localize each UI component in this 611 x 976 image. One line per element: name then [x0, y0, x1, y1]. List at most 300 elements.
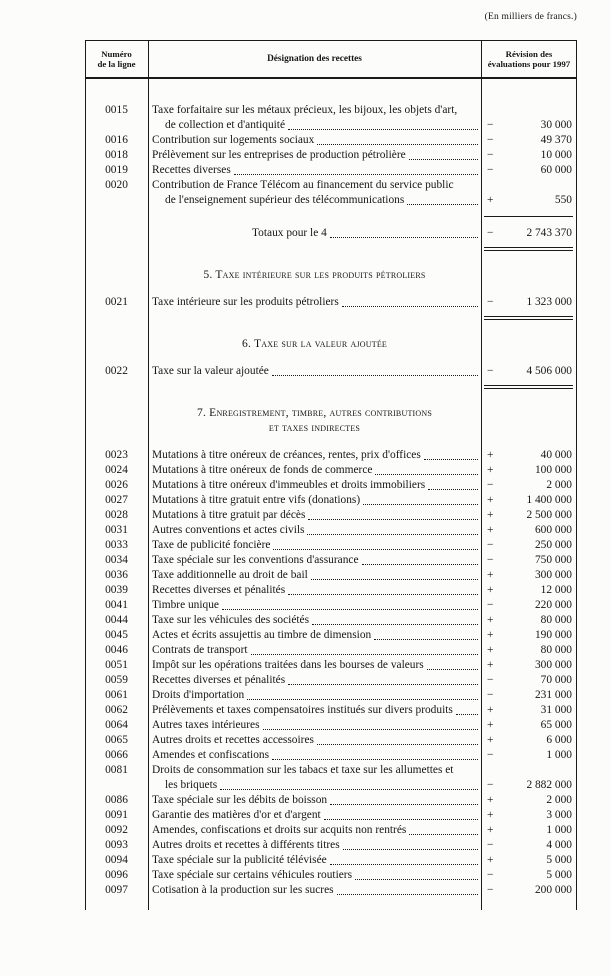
line-number-cell: 0059 — [105, 674, 128, 686]
designation-cell — [148, 133, 481, 148]
revision-line — [481, 463, 577, 478]
dotted-leader — [288, 118, 478, 130]
designation-line — [152, 868, 479, 883]
revenue-row — [85, 673, 577, 688]
header-line-number-l1: Numéro — [101, 48, 132, 59]
sign: + — [487, 719, 494, 731]
amount: 70 000 — [540, 674, 572, 686]
designation-line — [152, 103, 479, 118]
sign: + — [487, 509, 494, 521]
dotted-leader — [272, 364, 478, 376]
revision-line — [481, 118, 577, 133]
dotted-leader — [288, 673, 478, 685]
line-number-cell: 0021 — [105, 296, 128, 308]
designation-line — [152, 523, 479, 538]
dotted-leader — [374, 628, 478, 640]
line-number-cell: 0045 — [105, 629, 128, 641]
revenue-row — [85, 883, 577, 898]
designation-cell — [148, 226, 481, 241]
sign: + — [487, 524, 494, 536]
designation-cell — [148, 868, 481, 883]
designation-line — [152, 538, 479, 553]
revision-line — [481, 748, 577, 763]
designation-line — [152, 703, 479, 718]
sign: + — [487, 449, 494, 461]
section-heading-line: et taxes indirectes — [268, 421, 361, 434]
designation-text: Amendes et confiscations — [152, 749, 270, 761]
revision-cell — [481, 763, 577, 793]
revision-cell — [481, 733, 577, 748]
revenue-table — [85, 40, 577, 910]
revenue-row — [85, 523, 577, 538]
designation-text: Recettes diverses et pénalités — [152, 584, 286, 596]
designation-cell — [148, 163, 481, 178]
line-number-cell: 0091 — [105, 809, 128, 821]
designation-line — [152, 643, 479, 658]
line-number-cell: 0041 — [105, 599, 128, 611]
designation-cell — [148, 448, 481, 463]
amount: 190 000 — [534, 629, 572, 641]
designation-text: les briquets — [165, 779, 218, 791]
designation-cell — [148, 748, 481, 763]
designation-line — [152, 193, 479, 208]
line-number-cell: 0044 — [105, 614, 128, 626]
revenue-row — [85, 598, 577, 613]
sign: + — [487, 794, 494, 806]
revision-line — [481, 508, 577, 523]
designation-line — [152, 808, 479, 823]
designation-text: Mutations à titre gratuit par décès — [152, 509, 306, 521]
vertical-rule — [85, 41, 86, 910]
table-header — [85, 41, 577, 79]
designation-text: Prélèvement sur les entreprises de production pétrolière — [152, 149, 406, 161]
dotted-leader — [343, 838, 478, 850]
designation-text: Mutations à titre gratuit entre vifs (donations) — [152, 494, 361, 506]
units-note: (En milliers de francs.) — [484, 12, 577, 22]
sign: − — [487, 365, 494, 377]
revision-line — [481, 448, 577, 463]
sign: + — [487, 644, 494, 656]
designation-line — [152, 493, 479, 508]
line-number-cell: 0020 — [105, 179, 128, 191]
designation-cell — [148, 658, 481, 673]
revision-cell — [481, 493, 577, 508]
designation-text: Mutations à titre onéreux de créances, rentes, prix d'offices — [152, 449, 421, 461]
dotted-leader — [456, 703, 478, 715]
dotted-leader — [355, 868, 478, 880]
designation-text: Impôt sur les opérations traitées dans les bourses de valeurs — [152, 659, 424, 671]
line-number-cell: 0033 — [105, 539, 128, 551]
designation-text: Taxe spéciale sur certains véhicules routiers — [152, 869, 353, 881]
dotted-leader — [307, 523, 478, 535]
sign: − — [487, 869, 494, 881]
revision-cell — [481, 793, 577, 808]
line-number-cell: 0046 — [105, 644, 128, 656]
section-heading — [148, 267, 481, 282]
line-number-cell: 0096 — [105, 869, 128, 881]
dotted-leader — [317, 733, 478, 745]
dotted-leader — [330, 226, 478, 238]
designation-cell — [148, 508, 481, 523]
designation-text: Taxe de publicité foncière — [152, 539, 271, 551]
revision-line — [481, 523, 577, 538]
sign: − — [487, 479, 494, 491]
designation-cell — [148, 838, 481, 853]
revision-line — [481, 808, 577, 823]
revenue-row — [85, 448, 577, 463]
amount: 3 000 — [546, 809, 572, 821]
designation-line — [152, 133, 479, 148]
revision-cell — [481, 364, 577, 379]
sign: − — [487, 599, 494, 611]
revision-line — [481, 163, 577, 178]
revision-cell — [481, 808, 577, 823]
revision-line — [481, 883, 577, 898]
amount: 300 000 — [534, 569, 572, 581]
sign: − — [487, 119, 494, 131]
designation-line — [152, 148, 479, 163]
revision-cell — [481, 748, 577, 763]
revision-cell — [481, 523, 577, 538]
revenue-row — [85, 853, 577, 868]
designation-cell — [148, 583, 481, 598]
line-number-cell: 0018 — [105, 149, 128, 161]
designation-text: Taxe sur les véhicules des sociétés — [152, 614, 310, 626]
designation-cell — [148, 493, 481, 508]
amount: 60 000 — [540, 164, 572, 176]
line-number-cell: 0024 — [105, 464, 128, 476]
dotted-leader — [234, 163, 478, 175]
revenue-row — [85, 838, 577, 853]
designation-text: Contribution de France Télécom au financement du service public — [152, 179, 454, 191]
amount: 1 000 — [546, 749, 572, 761]
designation-cell — [148, 883, 481, 898]
revision-line — [481, 538, 577, 553]
designation-cell — [148, 703, 481, 718]
designation-line — [152, 688, 479, 703]
sign: − — [487, 749, 494, 761]
revision-line — [481, 613, 577, 628]
revision-line — [481, 793, 577, 808]
total-row — [85, 226, 577, 241]
revenue-row — [85, 703, 577, 718]
amount: 31 000 — [540, 704, 572, 716]
revision-cell — [481, 868, 577, 883]
amount: 100 000 — [534, 464, 572, 476]
revision-line — [481, 598, 577, 613]
designation-text: Droits d'importation — [152, 689, 245, 701]
designation-line — [152, 583, 479, 598]
designation-line — [152, 748, 479, 763]
revision-line — [481, 718, 577, 733]
revision-cell — [481, 148, 577, 163]
designation-line — [152, 778, 479, 793]
sign: − — [487, 296, 494, 308]
sign: + — [487, 614, 494, 626]
amount: 12 000 — [540, 584, 572, 596]
designation-text: Autres droits et recettes accessoires — [152, 734, 314, 746]
designation-cell — [148, 733, 481, 748]
section-heading — [148, 405, 481, 435]
double-rule — [484, 247, 573, 251]
amount: 220 000 — [534, 599, 572, 611]
dotted-leader — [363, 493, 478, 505]
revenue-row — [85, 643, 577, 658]
revision-cell — [481, 478, 577, 493]
dotted-leader — [330, 853, 478, 865]
sign: + — [487, 659, 494, 671]
revision-cell — [481, 853, 577, 868]
designation-line — [152, 163, 479, 178]
sign: + — [487, 464, 494, 476]
revenue-row — [85, 613, 577, 628]
revenue-row — [85, 103, 577, 133]
designation-text: Garantie des matières d'or et d'argent — [152, 809, 321, 821]
revision-line — [481, 853, 577, 868]
revenue-row — [85, 508, 577, 523]
line-number-cell: 0028 — [105, 509, 128, 521]
designation-line — [152, 508, 479, 523]
revenue-row — [85, 808, 577, 823]
revision-cell — [481, 568, 577, 583]
sign: + — [487, 704, 494, 716]
designation-line — [152, 628, 479, 643]
line-number-cell: 0081 — [105, 764, 128, 776]
sign: + — [487, 569, 494, 581]
revision-cell — [481, 703, 577, 718]
revenue-row — [85, 538, 577, 553]
designation-cell — [148, 643, 481, 658]
section-heading-line: 6. Taxe sur la valeur ajoutée — [241, 337, 388, 350]
designation-line — [152, 823, 479, 838]
sign: − — [487, 134, 494, 146]
sign: + — [487, 824, 494, 836]
revenue-row — [85, 163, 577, 178]
designation-text: Prélèvements et taxes compensatoires institués sur divers produits — [152, 704, 453, 716]
line-number-cell: 0022 — [105, 365, 128, 377]
revision-cell — [481, 688, 577, 703]
revenue-row — [85, 148, 577, 163]
amount: 550 — [554, 194, 572, 206]
line-number-cell: 0019 — [105, 164, 128, 176]
sign: − — [487, 884, 494, 896]
designation-text: Mutations à titre onéreux d'immeubles et droits immobiliers — [152, 479, 426, 491]
designation-line — [152, 568, 479, 583]
dotted-leader — [272, 748, 478, 760]
designation-text: Taxe sur la valeur ajoutée — [152, 365, 269, 377]
dotted-leader — [311, 568, 478, 580]
revision-cell — [481, 583, 577, 598]
revenue-row — [85, 733, 577, 748]
revision-line — [481, 493, 577, 508]
designation-cell — [148, 463, 481, 478]
sign: + — [487, 494, 494, 506]
designation-cell — [148, 613, 481, 628]
designation-cell — [148, 688, 481, 703]
revision-line — [481, 148, 577, 163]
line-number-cell: 0093 — [105, 839, 128, 851]
sign: − — [487, 149, 494, 161]
dotted-leader — [251, 643, 478, 655]
vertical-rule — [481, 41, 482, 910]
designation-cell — [148, 598, 481, 613]
designation-text: Timbre unique — [152, 599, 219, 611]
header-designation-label: Désignation des recettes — [267, 53, 362, 64]
designation-text: Droits de consommation sur les tabacs et taxe sur les allumettes et — [152, 764, 454, 776]
designation-line — [152, 448, 479, 463]
revision-cell — [481, 103, 577, 133]
revision-cell — [481, 838, 577, 853]
amount: 600 000 — [534, 524, 572, 536]
header-revision-l1: Révision des — [505, 48, 553, 59]
amount: 4 000 — [546, 839, 572, 851]
revision-cell — [481, 133, 577, 148]
revenue-row — [85, 364, 577, 379]
revision-cell — [481, 673, 577, 688]
revision-line — [481, 868, 577, 883]
line-number-cell: 0034 — [105, 554, 128, 566]
revenue-row — [85, 658, 577, 673]
section-heading-line: 7. Enregistrement, timbre, autres contributions — [196, 406, 432, 419]
designation-text: de collection et d'antiquité — [165, 119, 286, 131]
section-heading — [148, 336, 481, 351]
designation-text: Autres conventions et actes civils — [152, 524, 305, 536]
revision-cell — [481, 295, 577, 310]
dotted-leader — [273, 538, 478, 550]
designation-cell — [148, 538, 481, 553]
dotted-leader — [317, 133, 478, 145]
revision-line — [481, 364, 577, 379]
revision-cell — [481, 628, 577, 643]
designation-cell — [148, 148, 481, 163]
vertical-rule — [576, 41, 577, 910]
line-number-cell: 0023 — [105, 449, 128, 461]
line-number-cell: 0039 — [105, 584, 128, 596]
dotted-leader — [424, 448, 478, 460]
dotted-leader — [337, 883, 478, 895]
revision-line — [481, 226, 577, 241]
designation-text: Contrats de transport — [152, 644, 248, 656]
designation-text: Taxe additionnelle au droit de bail — [152, 569, 308, 581]
dotted-leader — [409, 148, 478, 160]
amount: 40 000 — [540, 449, 572, 461]
designation-line — [152, 718, 479, 733]
designation-line — [152, 598, 479, 613]
revision-line — [481, 553, 577, 568]
header-revision — [481, 41, 577, 77]
dotted-leader — [409, 823, 478, 835]
revenue-row — [85, 478, 577, 493]
amount: 5 000 — [546, 854, 572, 866]
designation-text: de l'enseignement supérieur des télécommunications — [165, 194, 405, 206]
designation-text: Cotisation à la production sur les sucres — [152, 884, 334, 896]
dotted-leader — [362, 553, 478, 565]
revenue-row — [85, 868, 577, 883]
section-heading-line: 5. Taxe intérieure sur les produits pétroliers — [203, 268, 426, 281]
designation-text: Totaux pour le 4 — [252, 227, 327, 239]
sign: − — [487, 227, 494, 239]
revision-cell — [481, 658, 577, 673]
designation-cell — [148, 808, 481, 823]
line-number-cell: 0031 — [105, 524, 128, 536]
amount: 49 370 — [540, 134, 572, 146]
revision-cell — [481, 718, 577, 733]
designation-line — [152, 658, 479, 673]
dotted-leader — [428, 478, 478, 490]
revenue-row — [85, 763, 577, 793]
revenue-row — [85, 133, 577, 148]
line-number-cell: 0027 — [105, 494, 128, 506]
revision-line — [481, 133, 577, 148]
dotted-leader — [324, 808, 478, 820]
revision-cell — [481, 163, 577, 178]
designation-line — [252, 226, 479, 241]
designation-cell — [148, 718, 481, 733]
revision-line — [481, 628, 577, 643]
designation-cell — [148, 103, 481, 133]
dotted-leader — [375, 463, 478, 475]
revision-cell — [481, 178, 577, 208]
dotted-leader — [427, 658, 478, 670]
sign: − — [487, 164, 494, 176]
amount: 2 000 — [546, 479, 572, 491]
designation-cell — [148, 823, 481, 838]
line-number-cell: 0016 — [105, 134, 128, 146]
sign: − — [487, 674, 494, 686]
revision-cell — [481, 226, 577, 241]
designation-line — [152, 463, 479, 478]
designation-cell — [148, 523, 481, 538]
revenue-row — [85, 178, 577, 208]
dotted-leader — [312, 613, 478, 625]
sign: + — [487, 809, 494, 821]
revision-line — [481, 838, 577, 853]
amount: 300 000 — [534, 659, 572, 671]
amount: 1 400 000 — [526, 494, 572, 506]
designation-line — [152, 478, 479, 493]
amount: 4 506 000 — [526, 365, 572, 377]
designation-line — [152, 673, 479, 688]
revision-cell — [481, 643, 577, 658]
designation-cell — [148, 364, 481, 379]
designation-line — [152, 295, 479, 310]
revenue-row — [85, 295, 577, 310]
revision-cell — [481, 883, 577, 898]
designation-cell — [148, 295, 481, 310]
line-number-cell: 0094 — [105, 854, 128, 866]
header-designation — [148, 41, 481, 77]
dotted-leader — [308, 508, 478, 520]
designation-text: Taxe spéciale sur la publicité télévisée — [152, 854, 327, 866]
designation-cell — [148, 478, 481, 493]
line-number-cell: 0064 — [105, 719, 128, 731]
dotted-leader — [247, 688, 478, 700]
amount: 2 882 000 — [526, 779, 572, 791]
dotted-leader — [330, 793, 478, 805]
designation-text: Taxe intérieure sur les produits pétroliers — [152, 296, 339, 308]
revision-line — [481, 778, 577, 793]
designation-line — [152, 733, 479, 748]
revision-cell — [481, 448, 577, 463]
designation-cell — [148, 673, 481, 688]
amount: 250 000 — [534, 539, 572, 551]
table-body — [85, 79, 577, 910]
designation-line — [152, 883, 479, 898]
amount: 2 000 — [546, 794, 572, 806]
line-number-cell: 0086 — [105, 794, 128, 806]
header-line-number — [85, 41, 148, 77]
line-number-cell: 0062 — [105, 704, 128, 716]
